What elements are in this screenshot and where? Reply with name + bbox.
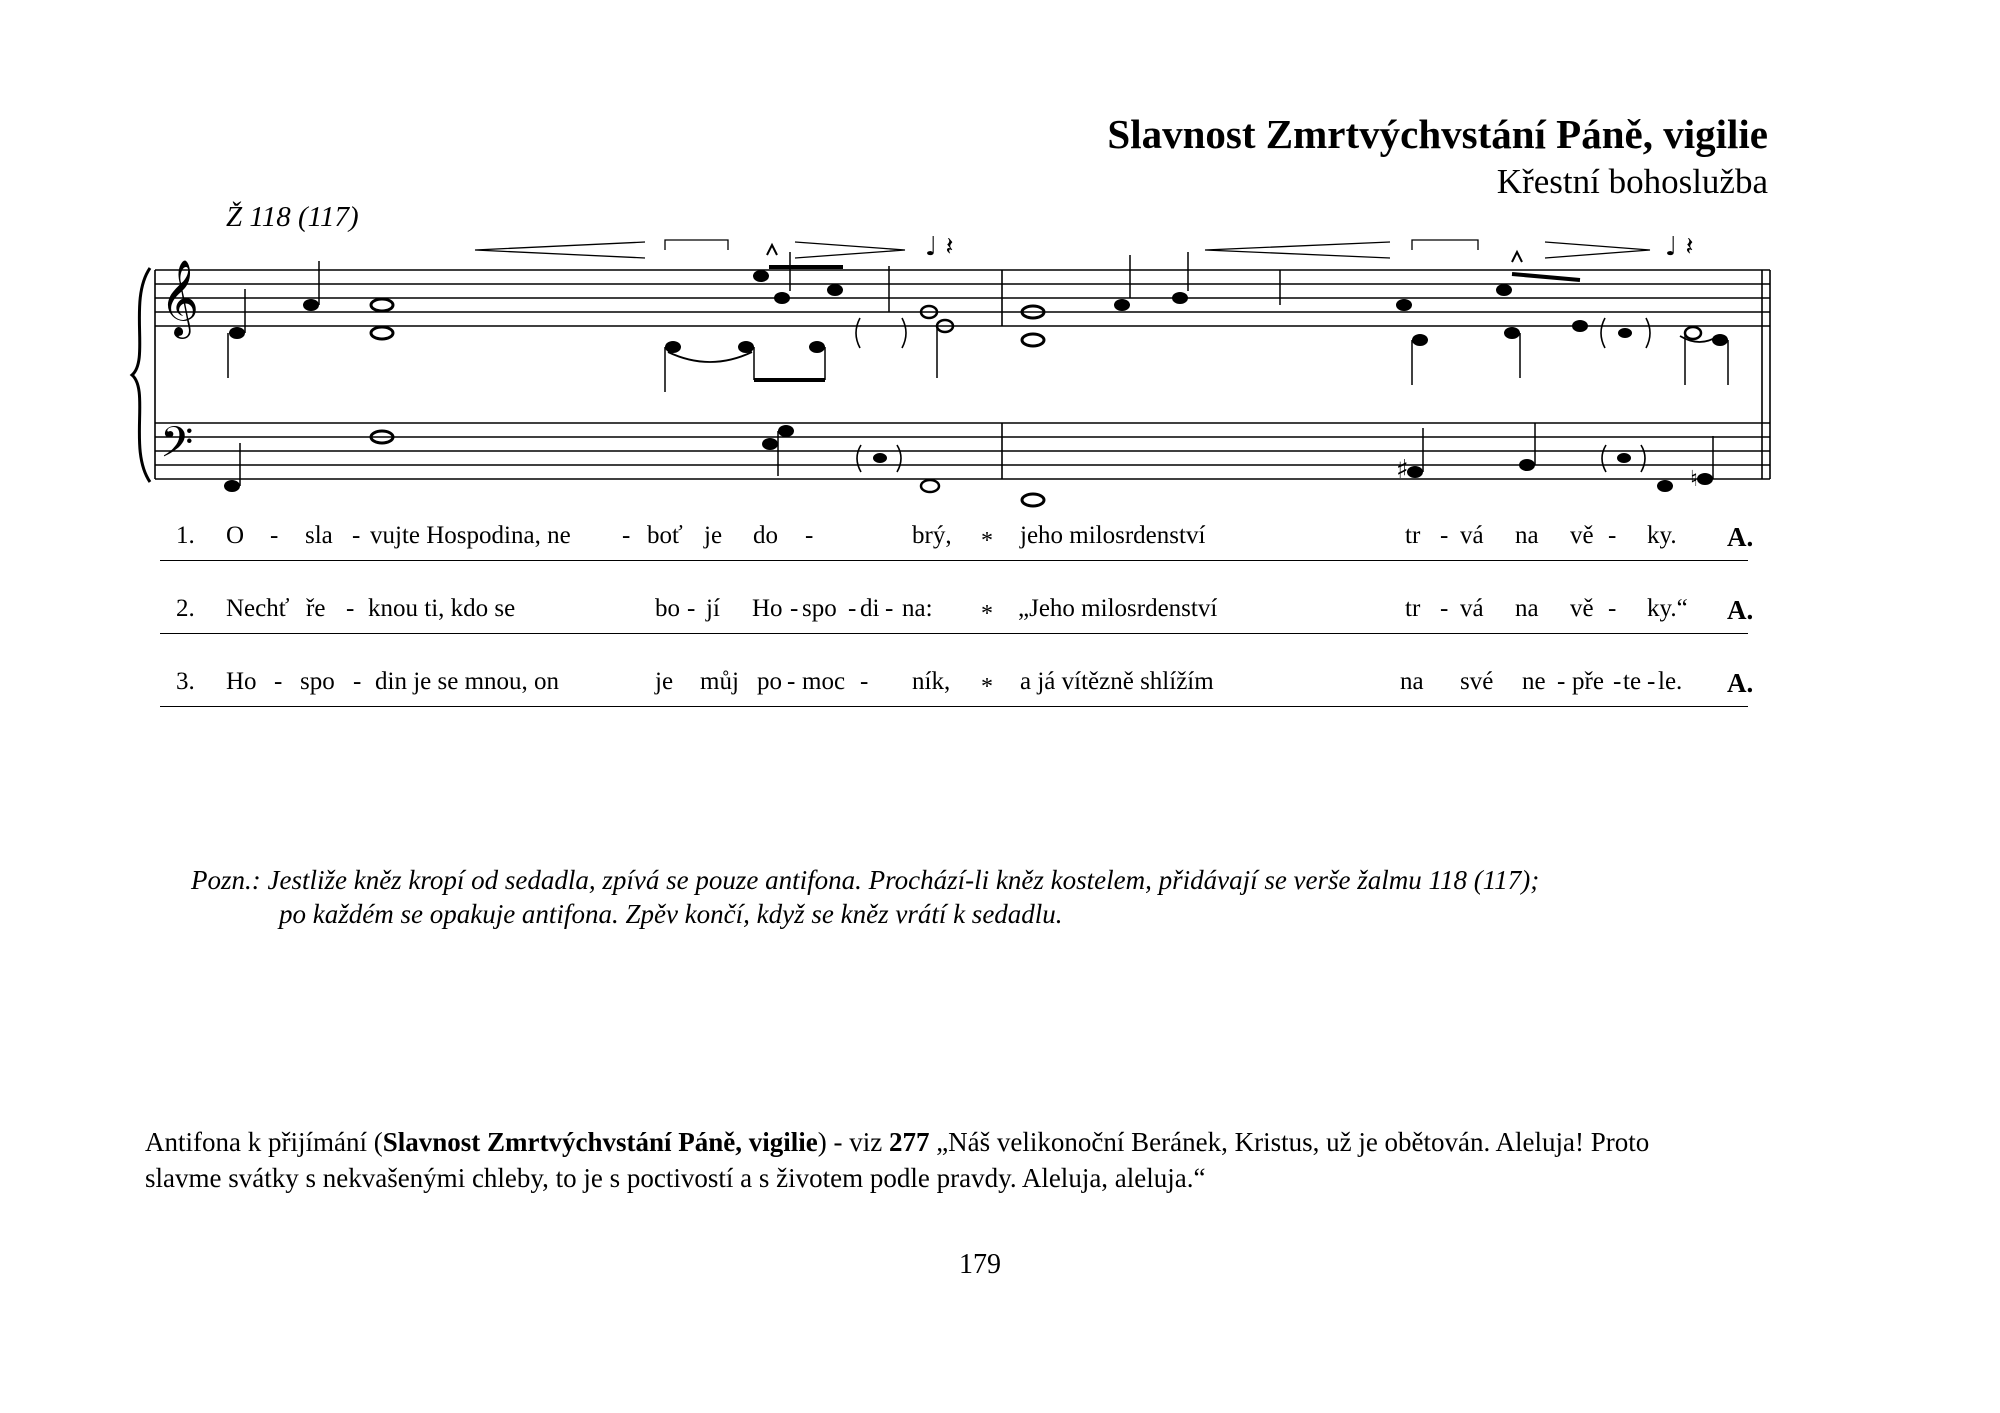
star-mark: *: [981, 674, 993, 700]
syllable: -: [1613, 668, 1622, 695]
amen: A.: [1727, 595, 1754, 625]
communion-text-2: ) - viz: [817, 1127, 889, 1157]
syllable: ře: [306, 595, 326, 622]
footnote-line-2: po každém se opakuje antifona. Zpěv končí, když se kněz vrátí k sedadlu.: [279, 899, 1063, 929]
communion-bold-number: 277: [888, 1127, 930, 1157]
page-number: 179: [959, 1249, 1001, 1280]
svg-text:♮: ♮: [1690, 467, 1698, 492]
syllable: -: [274, 668, 283, 695]
syllable: ník,: [912, 668, 951, 695]
syllable: -: [352, 522, 361, 549]
communion-text-3: „Náš velikonoční Beránek, Kristus, už je obětován. Aleluja! Proto slavme svátky s nekvašenými chleby, to je s poctivostí a s životem podle pravdy. Aleluja, aleluja.“: [145, 1127, 1650, 1193]
syllable: knou ti, kdo se: [368, 595, 516, 622]
syllable: -: [1440, 522, 1449, 549]
syllable: di: [860, 595, 880, 622]
verse-underline: [160, 560, 1748, 561]
verse-1: [160, 522, 1760, 562]
syllable: do: [753, 522, 778, 549]
bass-clef-icon: 𝄢: [160, 418, 194, 478]
syllable: -: [1608, 595, 1617, 622]
amen: A.: [1727, 522, 1754, 552]
syllable: te: [1623, 668, 1642, 695]
verse-3: [160, 668, 1760, 708]
brace-icon: [132, 268, 150, 482]
syllable: Nechť: [226, 595, 290, 622]
verse-2: [160, 595, 1760, 635]
syllable: Ho: [226, 668, 257, 695]
syllable: -: [270, 522, 279, 549]
syllable: din je se mnou, on: [375, 668, 560, 695]
syllable: -: [622, 522, 631, 549]
verse-underline: [160, 706, 1748, 707]
footnote-line-1: Pozn.: Jestliže kněz kropí od sedadla, zpívá se pouze antifona. Prochází-li kněz kostelem, přidávají se verše žalmu 118 (117);: [191, 865, 1540, 895]
syllable: -: [787, 668, 796, 695]
syllable: vá: [1460, 595, 1484, 622]
syllable: Ho: [752, 595, 783, 622]
syllable: le.: [1658, 668, 1683, 695]
page-title: Slavnost Zmrtvýchvstání Páně, vigilie: [1107, 111, 1768, 157]
syllable: -: [346, 595, 355, 622]
syllable: ky.“: [1647, 595, 1688, 622]
verse-second-half: jeho milosrdenství: [1020, 522, 1206, 549]
syllable: na: [1400, 668, 1424, 695]
verse-underline: [160, 633, 1748, 634]
syllable: moc: [802, 668, 846, 695]
syllable: -: [1608, 522, 1617, 549]
syllable: můj: [700, 668, 739, 695]
syllable: tr: [1405, 595, 1421, 622]
star-mark: *: [981, 528, 993, 554]
syllable: po: [757, 668, 782, 695]
syllable: na: [1515, 522, 1539, 549]
syllable: -: [848, 595, 857, 622]
music-score: [0, 0, 2000, 520]
communion-bold-title: Slavnost Zmrtvýchvstání Páně, vigilie: [382, 1127, 818, 1157]
syllable: své: [1460, 668, 1494, 695]
syllable: -: [885, 595, 894, 622]
syllable: -: [353, 668, 362, 695]
syllable: -: [805, 522, 814, 549]
syllable: vá: [1460, 522, 1484, 549]
syllable: -: [687, 595, 696, 622]
communion-text-1: Antifona k přijímání (: [145, 1127, 383, 1157]
syllable: je: [655, 668, 674, 695]
treble-staff: [155, 270, 1770, 326]
communion-antiphon: [145, 1124, 1705, 1196]
syllable: -: [860, 668, 869, 695]
svg-text:♩ 𝄽: ♩ 𝄽: [1665, 232, 1694, 262]
star-mark: *: [981, 601, 993, 627]
syllable: jí: [706, 595, 720, 622]
syllable: vujte Hospodina, ne: [370, 522, 571, 549]
syllable: vě: [1570, 522, 1594, 549]
verse-second-half: a já vítězně shlížím: [1020, 668, 1214, 695]
syllable: -: [790, 595, 799, 622]
svg-text:♩ 𝄽: ♩ 𝄽: [925, 232, 954, 262]
syllable: -: [1440, 595, 1449, 622]
verse-number: 3.: [176, 668, 195, 695]
syllable: pře: [1572, 668, 1604, 695]
syllable: brý,: [912, 522, 952, 549]
syllable: na: [1515, 595, 1539, 622]
syllable: -: [1557, 668, 1566, 695]
syllable: O: [226, 522, 245, 549]
psalm-reference: Ž 118 (117): [226, 201, 359, 233]
syllable: sla: [305, 522, 333, 549]
syllable: vě: [1570, 595, 1594, 622]
syllable: spo: [802, 595, 837, 622]
svg-text:♯: ♯: [1396, 455, 1409, 485]
footnote: [191, 863, 1751, 931]
syllable: ky.: [1647, 522, 1677, 549]
syllable: je: [704, 522, 723, 549]
syllable: tr: [1405, 522, 1421, 549]
verse-second-half: „Jeho milosrdenství: [1018, 595, 1218, 622]
syllable: na:: [902, 595, 933, 622]
verse-number: 2.: [176, 595, 195, 622]
page-subtitle: Křestní bohoslužba: [1496, 162, 1768, 201]
syllable: spo: [300, 668, 335, 695]
syllable: ne: [1522, 668, 1546, 695]
syllable: -: [1647, 668, 1656, 695]
syllable: bo: [655, 595, 680, 622]
verse-number: 1.: [176, 522, 195, 549]
amen: A.: [1727, 668, 1754, 698]
treble-clef-icon: 𝄞: [160, 259, 200, 336]
syllable: boť: [647, 522, 683, 549]
